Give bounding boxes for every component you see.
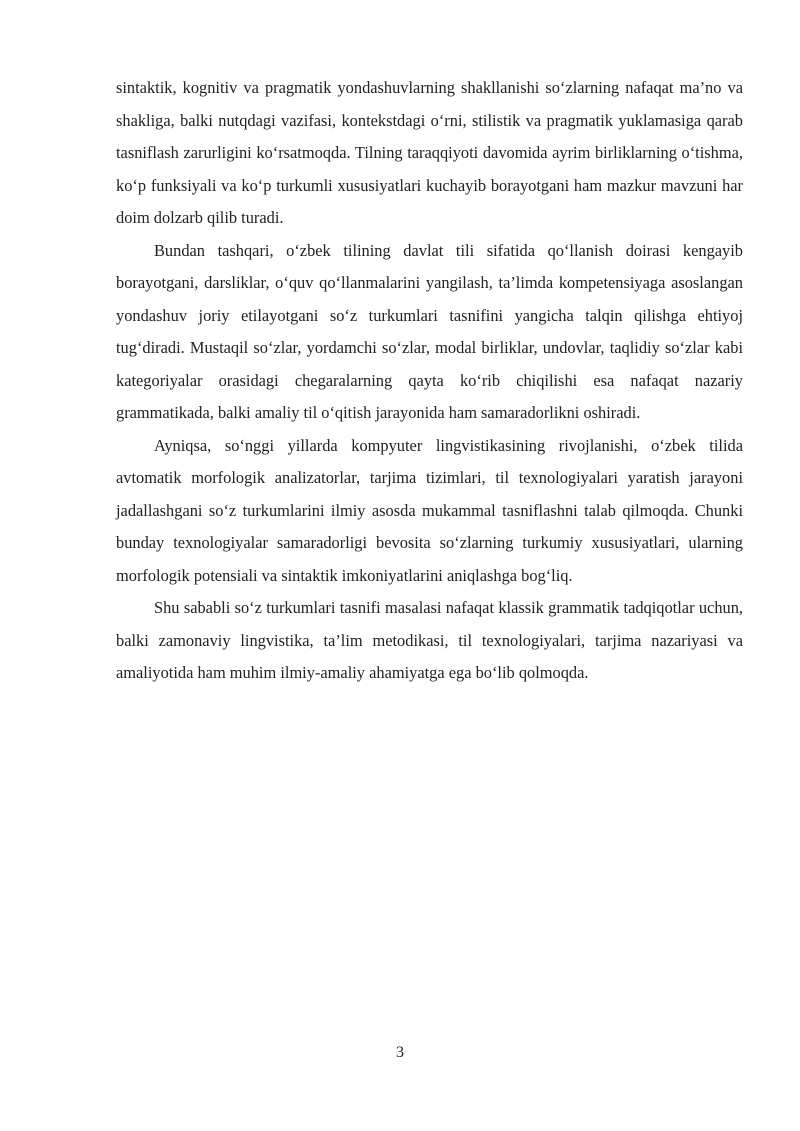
paragraph-3: Ayniqsa, so‘nggi yillarda kompyuter lingvistikasining rivojlanishi, o‘zbek tilida avtomatik morfologik analizatorlar, tarjima tizimlari, til texnologiyalari yaratish jarayoni jadallashgani so‘z turkumlarini ilmiy asosda mukammal tasniflashni talab qilmoqda. Chunki bunday texnologiyalar samaradorligi bevosita so‘zlarning turkumiy xususiyatlari, ularning morfologik potensiali va sintaktik imkoniyatlarini aniqlashga bog‘liq.: [116, 435, 743, 585]
page-number: 3: [396, 1044, 404, 1061]
paragraph-4: Shu sababli so‘z turkumlari tasnifi masalasi nafaqat klassik grammatik tadqiqotlar uchun, balki zamonaviy lingvistika, ta’lim metodikasi, til texnologiyalari, tarjima nazariyasi va amaliyotida ham muhim ilmiy-amaliy ahamiyatga ega bo‘lib qolmoqda.: [116, 598, 743, 682]
paragraph-1: sintaktik, kognitiv va pragmatik yondashuvlarning shakllanishi so‘zlarning nafaqat ma’no va shakliga, balki nutqdagi vazifasi, kontekstdagi o‘rni, stilistik va pragmatik yuklamasiga qarab tasniflash zarurligini ko‘rsatmoqda. Tilning taraqqiyoti davomida ayrim birliklarning o‘tishma, ko‘p funksiyali va ko‘p turkumli xususiyatlari kuchayib borayotgani ham mazkur mavzuni har doim dolzarb qilib turadi.: [116, 78, 743, 227]
paragraph-2: Bundan tashqari, o‘zbek tilining davlat tili sifatida qo‘llanish doirasi kengayib borayotgani, darsliklar, o‘quv qo‘llanmalarini yangilash, ta’limda kompetensiyaga asoslangan yondashuv joriy etilayotgani so‘z turkumlari tasnifini yangicha talqin qilishga ehtiyoj tug‘diradi. Mustaqil so‘zlar, yordamchi so‘zlar, modal birliklar, undovlar, taqlidiy so‘zlar kabi kategoriyalar orasidagi chegaralarning qayta ko‘rib chiqilishi esa nafaqat nazariy grammatikada, balki amaliy til o‘qitish jarayonida ham samaradorlikni oshiradi.: [116, 240, 743, 422]
body-text: [116, 72, 743, 690]
